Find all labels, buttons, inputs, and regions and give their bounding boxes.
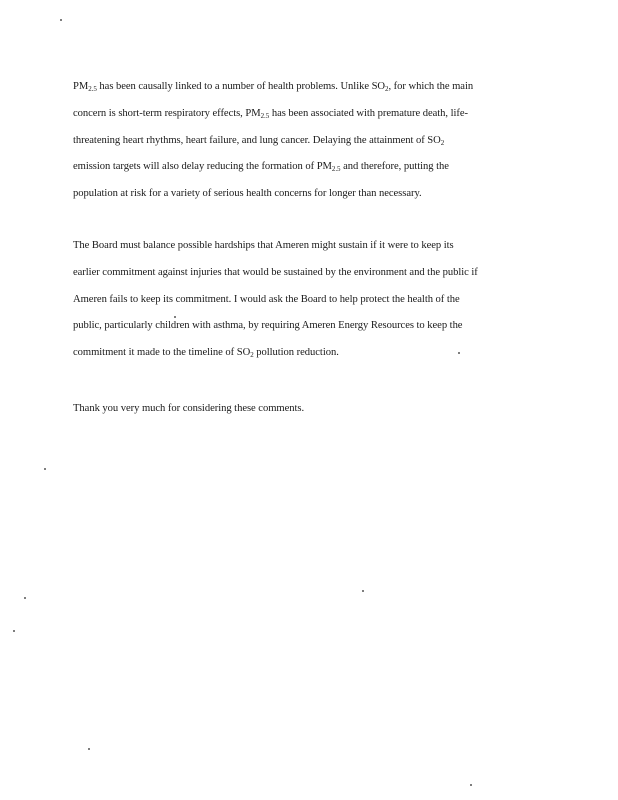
text-line: commitment it made to the timeline of $SO_2$ pollution reduction. xyxy=(73,347,339,360)
paragraph-pm25-health xyxy=(73,74,533,208)
text-line: threatening heart rhythms, heart failure, and lung cancer. Delaying the attainment of $SO_2$ xyxy=(73,134,445,147)
scan-speck xyxy=(458,352,460,354)
scan-speck xyxy=(88,748,90,750)
scan-speck xyxy=(24,597,26,599)
text-line: Ameren fails to keep its commitment. I would ask the Board to help protect the health of the xyxy=(73,293,460,305)
text-line: earlier commitment against injuries that would be sustained by the environment and the public if xyxy=(73,266,478,278)
text-line: emission targets will also delay reducing the formation of $PM_{2.5}$ and therefore, putting the xyxy=(73,161,449,174)
paragraph-board-balance xyxy=(73,233,533,367)
scan-speck xyxy=(60,19,62,21)
text-line: Thank you very much for considering these comments. xyxy=(73,403,305,414)
text-line: The Board must balance possible hardships that Ameren might sustain if it were to keep its xyxy=(73,240,454,251)
scan-speck xyxy=(362,590,364,592)
scan-speck xyxy=(470,784,472,786)
scan-speck xyxy=(44,468,46,470)
text-line: concern is short-term respiratory effects, $PM_{2.5}$ has been associated with premature death, life- xyxy=(73,107,469,120)
scan-speck xyxy=(13,630,15,632)
paragraph-closing xyxy=(73,396,533,423)
text-line: public, particularly children with asthma, by requiring Ameren Energy Resources to keep the xyxy=(73,320,463,332)
scan-speck xyxy=(174,316,176,318)
text-line: population at risk for a variety of serious health concerns for longer than necessary. xyxy=(73,188,422,200)
text-line: $PM_{2.5}$ has been causally linked to a number of health problems. Unlike $SO_2$, for which the main xyxy=(73,81,474,93)
